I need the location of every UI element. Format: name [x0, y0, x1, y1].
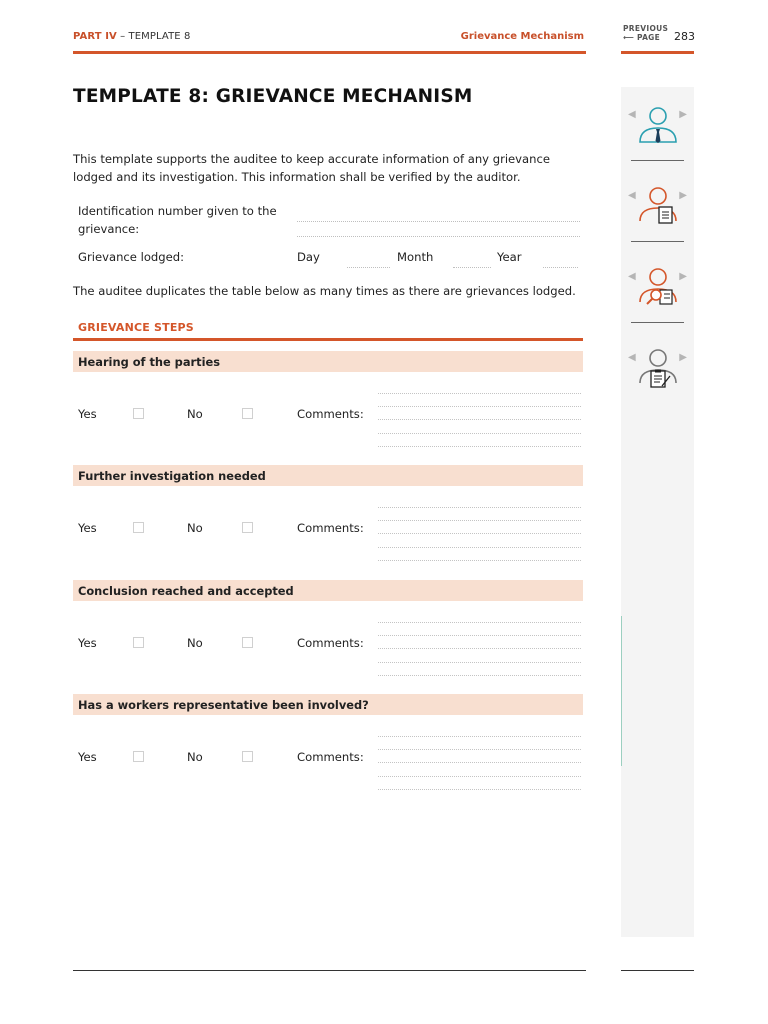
auditor-magnifier-icon[interactable] — [636, 264, 680, 308]
year-field[interactable] — [543, 267, 578, 268]
step-title-bar — [73, 465, 583, 486]
comment-line[interactable] — [378, 762, 581, 763]
yes-label: Yes — [78, 636, 97, 650]
comment-line[interactable] — [378, 662, 581, 663]
identification-number-label: Identification number given to the grievance: — [78, 204, 277, 236]
comments-label: Comments: — [297, 407, 364, 421]
nav-prev-arrow-icon[interactable]: ◀ — [628, 190, 636, 201]
intro-paragraph: This template supports the auditee to keep accurate information of any grievance lodged and its investigation. This information shall be verified by the auditor. — [73, 152, 551, 184]
identification-number-field-line-2[interactable] — [297, 236, 580, 237]
nav-prev-arrow-icon[interactable]: ◀ — [628, 352, 636, 363]
comment-line[interactable] — [378, 560, 581, 561]
page-title: TEMPLATE 8: GRIEVANCE MECHANISM — [73, 86, 473, 107]
yes-label: Yes — [78, 407, 97, 421]
comment-line[interactable] — [378, 446, 581, 447]
comment-line[interactable] — [378, 648, 581, 649]
comment-line[interactable] — [378, 406, 581, 407]
year-label: Year — [497, 250, 522, 264]
header-topic: Grievance Mechanism — [460, 31, 584, 42]
yes-checkbox[interactable] — [133, 522, 144, 533]
comments-label: Comments: — [297, 521, 364, 535]
nav-prev-arrow-icon[interactable]: ◀ — [628, 271, 636, 282]
comment-line[interactable] — [378, 776, 581, 777]
grievance-lodged-label: Grievance lodged: — [78, 250, 185, 264]
day-label: Day — [297, 250, 320, 264]
sidebar-accent-line — [621, 616, 622, 766]
no-label: No — [187, 407, 203, 421]
clipboard-person-icon[interactable] — [636, 345, 680, 389]
sidebar-top-rule — [621, 51, 694, 54]
comment-line[interactable] — [378, 789, 581, 790]
comment-line[interactable] — [378, 533, 581, 534]
comment-line[interactable] — [378, 736, 581, 737]
yes-checkbox[interactable] — [133, 408, 144, 419]
sidebar-nav-auditee — [621, 94, 694, 164]
step-title: Conclusion reached and accepted — [78, 584, 294, 598]
footer-rule — [73, 970, 586, 971]
comments-label: Comments: — [297, 636, 364, 650]
month-label: Month — [397, 250, 434, 264]
yes-label: Yes — [78, 750, 97, 764]
yes-checkbox[interactable] — [133, 751, 144, 762]
comment-line[interactable] — [378, 622, 581, 623]
sidebar-nav-auditor — [621, 256, 694, 326]
duplicate-note: The auditee duplicates the table below as many times as there are grievances lodged. — [73, 284, 576, 298]
part-label: PART IV — [73, 31, 117, 42]
page-number: 283 — [674, 30, 695, 43]
previous-page-link[interactable] — [623, 24, 667, 42]
header-part-label — [73, 31, 190, 42]
no-checkbox[interactable] — [242, 408, 253, 419]
comments-label: Comments: — [297, 750, 364, 764]
step-title: Hearing of the parties — [78, 355, 220, 369]
auditee-person-icon[interactable] — [636, 102, 680, 146]
day-field[interactable] — [347, 267, 390, 268]
nav-next-arrow-icon[interactable]: ▶ — [679, 352, 687, 363]
yes-checkbox[interactable] — [133, 637, 144, 648]
comment-line[interactable] — [378, 520, 581, 521]
comment-line[interactable] — [378, 507, 581, 508]
comment-line[interactable] — [378, 433, 581, 434]
month-field[interactable] — [453, 267, 491, 268]
sidebar-divider — [631, 322, 684, 323]
document-person-icon[interactable] — [636, 183, 680, 227]
yes-label: Yes — [78, 521, 97, 535]
sidebar-nav-checklist — [621, 337, 694, 407]
step-title-bar — [73, 694, 583, 715]
no-label: No — [187, 750, 203, 764]
sidebar-divider — [631, 160, 684, 161]
comment-line[interactable] — [378, 419, 581, 420]
sidebar-footer-rule — [621, 970, 694, 971]
no-checkbox[interactable] — [242, 522, 253, 533]
sidebar-nav-documents — [621, 175, 694, 245]
header-rule — [73, 51, 586, 54]
no-checkbox[interactable] — [242, 751, 253, 762]
step-title-bar — [73, 351, 583, 372]
identification-number-field-line-1[interactable] — [297, 221, 580, 222]
sidebar-divider — [631, 241, 684, 242]
comment-line[interactable] — [378, 547, 581, 548]
grievance-steps-rule — [73, 338, 583, 341]
comment-line[interactable] — [378, 635, 581, 636]
no-checkbox[interactable] — [242, 637, 253, 648]
comment-line[interactable] — [378, 749, 581, 750]
step-title-bar — [73, 580, 583, 601]
comment-line[interactable] — [378, 675, 581, 676]
step-title: Further investigation needed — [78, 469, 266, 483]
grievance-steps-heading: GRIEVANCE STEPS — [78, 321, 194, 334]
previous-label: PREVIOUS — [623, 24, 669, 33]
nav-next-arrow-icon[interactable]: ▶ — [679, 190, 687, 201]
step-title: Has a workers representative been involved? — [78, 698, 369, 712]
comment-line[interactable] — [378, 393, 581, 394]
nav-prev-arrow-icon[interactable]: ◀ — [628, 109, 636, 120]
nav-next-arrow-icon[interactable]: ▶ — [679, 271, 687, 282]
no-label: No — [187, 636, 203, 650]
nav-next-arrow-icon[interactable]: ▶ — [679, 109, 687, 120]
page-label: ⟵ PAGE — [623, 33, 661, 42]
no-label: No — [187, 521, 203, 535]
template-label: – TEMPLATE 8 — [116, 31, 191, 42]
